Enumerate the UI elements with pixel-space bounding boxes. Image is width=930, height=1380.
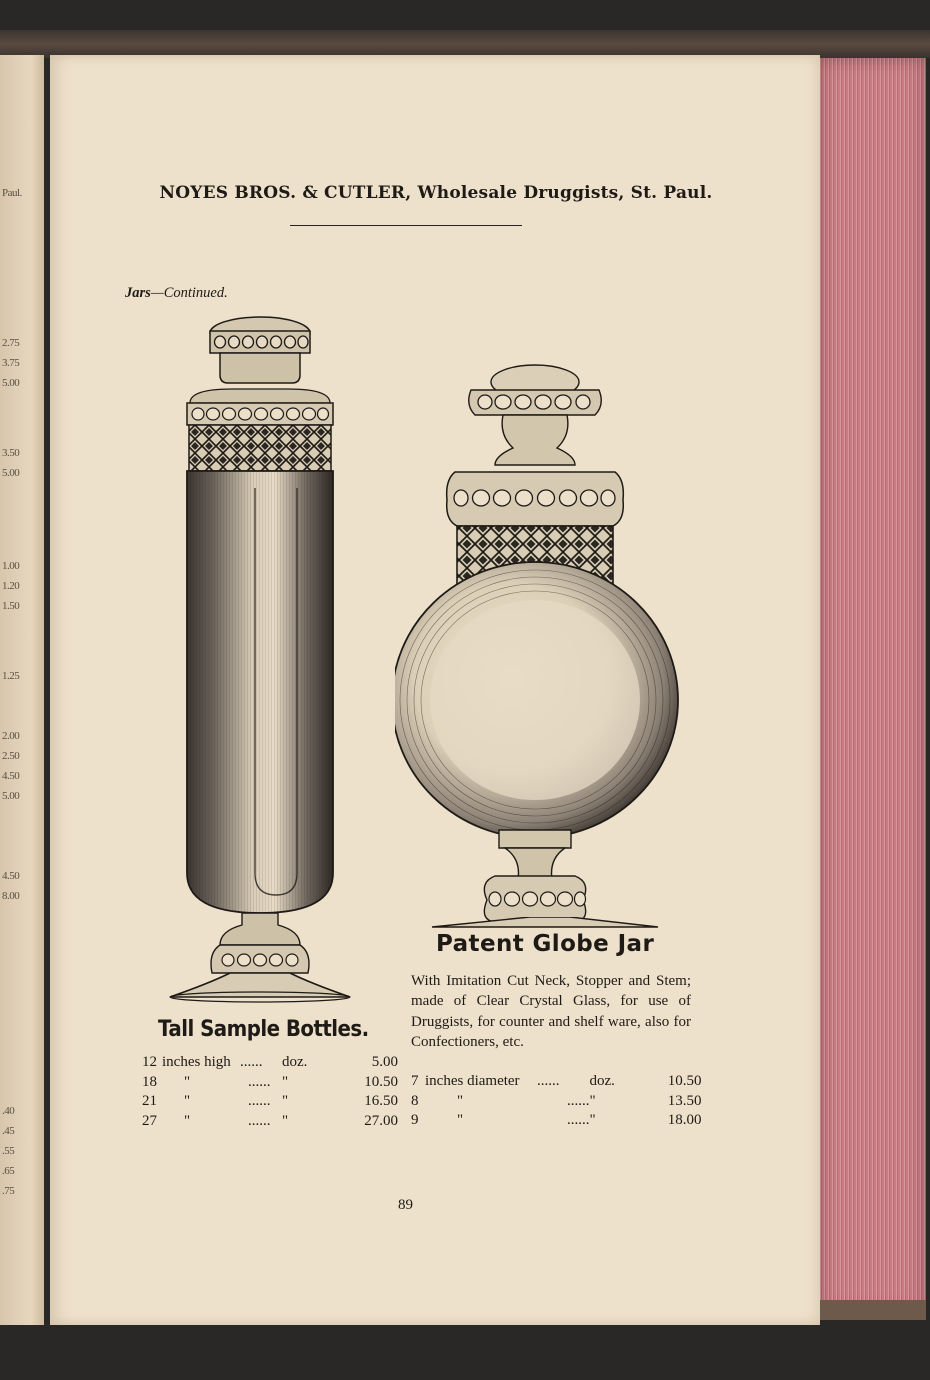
per-cell: doz. (282, 1054, 308, 1070)
price-cell: 27.00 (364, 1112, 398, 1129)
price-cell: 10.50 (364, 1073, 398, 1090)
bleed-text: 4.50 (2, 770, 20, 782)
book-binding (0, 30, 930, 58)
bleed-text: .75 (2, 1185, 15, 1197)
header-rule (290, 225, 522, 226)
section-continued: —Continued. (150, 285, 228, 301)
page-number: 89 (398, 1197, 413, 1213)
price-row (142, 1112, 398, 1132)
leader-cell: ...... (248, 1093, 271, 1109)
bleed-text: 5.00 (2, 467, 20, 479)
price-cell: 13.50 (667, 1092, 702, 1109)
unit-cell: " (184, 1093, 191, 1109)
bleed-text: 3.50 (2, 447, 20, 459)
leader-cell: ...... (240, 1054, 263, 1070)
price-row (142, 1073, 398, 1093)
price-cell: 18.00 (667, 1112, 702, 1128)
globe-jar-price-table (411, 1072, 702, 1131)
globe-jar-description: With Imitation Cut Neck, Stopper and Stem; made of Clear Crystal Glass, for use of Druggists, for counter and shelf ware, also for Confectioners, etc. (411, 973, 691, 1050)
bleed-text: 8.00 (2, 890, 20, 902)
bleed-text: Paul. (2, 187, 22, 199)
size-cell: 7 (411, 1073, 419, 1089)
leader-cell: ...... (567, 1112, 590, 1128)
tall-bottles-price-table (142, 1053, 398, 1131)
price-row (142, 1053, 398, 1073)
leader-cell: ...... (248, 1073, 271, 1090)
per-cell: " (589, 1092, 596, 1109)
page-header: NOYES BROS. & CUTLER, Wholesale Druggists, St. Paul. (159, 183, 713, 203)
bleed-text: 2.50 (2, 750, 20, 762)
price-cell: 16.50 (364, 1093, 398, 1109)
per-cell: " (282, 1112, 289, 1129)
section-heading (125, 285, 228, 302)
price-row (411, 1111, 702, 1131)
price-row (411, 1092, 702, 1112)
bleed-text: 1.50 (2, 600, 20, 612)
bleed-text: 5.00 (2, 790, 20, 802)
bleed-text: 3.75 (2, 357, 20, 369)
price-cell: 5.00 (371, 1054, 398, 1070)
unit-cell: inches diameter (425, 1073, 520, 1089)
bleed-text: .40 (2, 1105, 15, 1117)
size-cell: 18 (142, 1073, 157, 1090)
bleed-text: 2.00 (2, 730, 20, 742)
size-cell: 8 (411, 1092, 419, 1109)
unit-cell: " (184, 1073, 191, 1090)
bleed-text: 1.25 (2, 670, 20, 682)
globe-jar-foot (430, 917, 660, 929)
globe-jar-illustration (395, 360, 685, 930)
size-cell: 9 (411, 1112, 419, 1128)
section-title: Jars (125, 285, 151, 301)
leader-cell: ...... (537, 1073, 560, 1089)
bleed-text: .55 (2, 1145, 15, 1157)
price-row (142, 1092, 398, 1112)
bleed-text: 5.00 (2, 377, 20, 389)
bleed-text: .45 (2, 1125, 15, 1137)
unit-cell: inches high (162, 1054, 231, 1070)
unit-cell: " (457, 1092, 464, 1109)
unit-cell: " (184, 1112, 191, 1129)
bleed-text: 1.20 (2, 580, 20, 592)
size-cell: 27 (142, 1112, 157, 1129)
size-cell: 21 (142, 1093, 157, 1109)
price-row (411, 1072, 702, 1092)
per-cell: doz. (589, 1073, 615, 1089)
bleed-text: 2.75 (2, 337, 20, 349)
per-cell: " (282, 1073, 289, 1090)
catalog-page (50, 55, 820, 1325)
unit-cell: " (457, 1112, 464, 1128)
leader-cell: ...... (567, 1092, 590, 1109)
per-cell: " (282, 1093, 289, 1109)
tall-bottles-title: Tall Sample Bottles. (158, 1017, 369, 1042)
bleed-text: .65 (2, 1165, 15, 1177)
globe-jar-title: Patent Globe Jar (436, 931, 655, 957)
per-cell: " (589, 1112, 596, 1128)
size-cell: 12 (142, 1054, 157, 1070)
bleed-text: 1.00 (2, 560, 20, 572)
book-cover-edge (820, 1300, 926, 1320)
leader-cell: ...... (248, 1112, 271, 1129)
bleed-text: 4.50 (2, 870, 20, 882)
facing-page-edge (0, 55, 44, 1325)
page-block-edges (818, 58, 926, 1313)
tall-bottle-illustration (160, 313, 360, 1013)
price-cell: 10.50 (667, 1073, 702, 1089)
